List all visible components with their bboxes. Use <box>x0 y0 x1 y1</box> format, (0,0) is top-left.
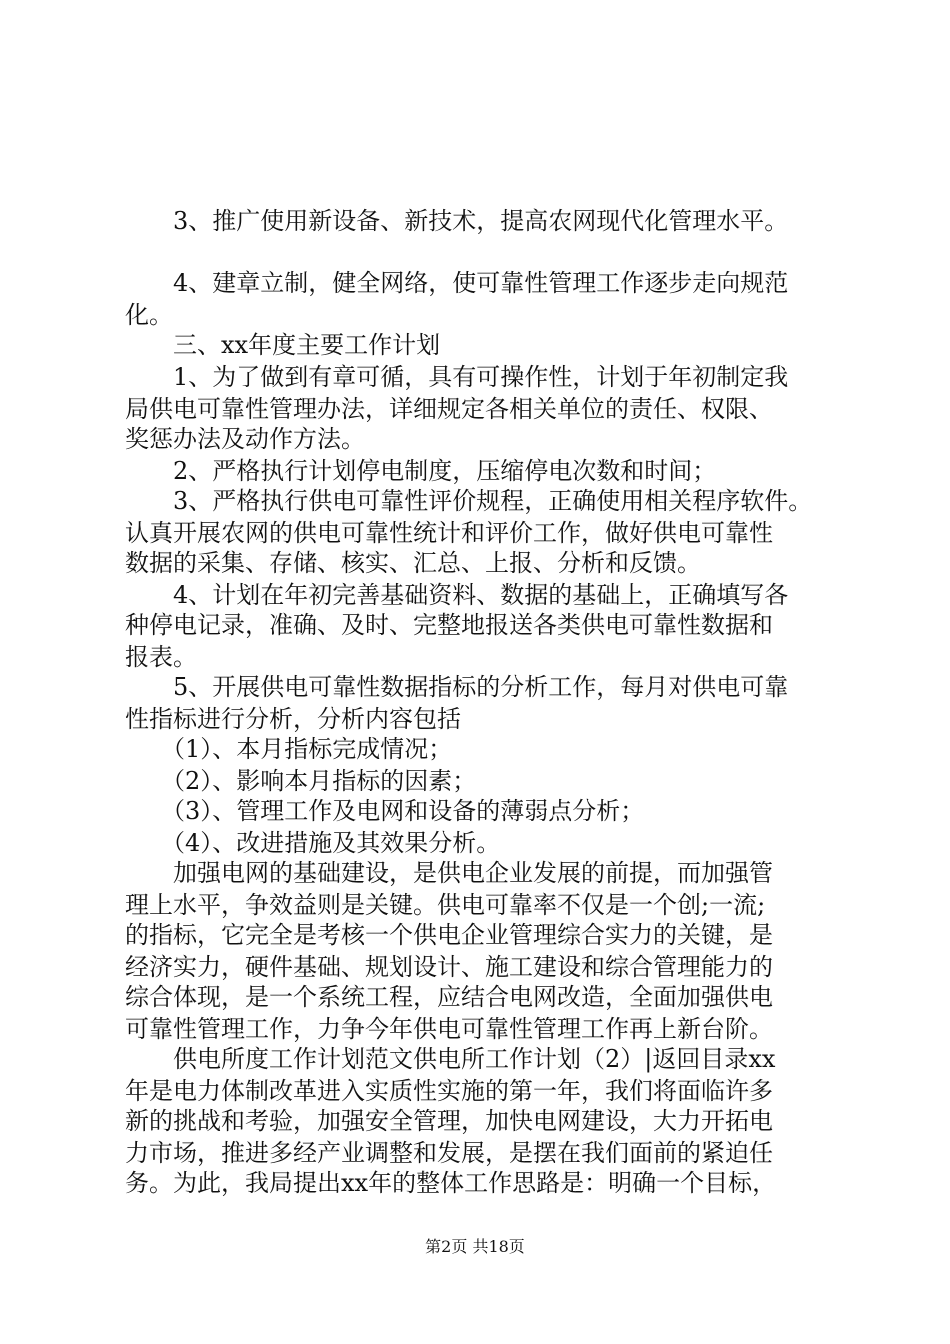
text-line-31: 务。为此，我局提出xx年的整体工作思路是：明确一个目标， <box>125 1169 777 1197</box>
text-line-30: 力市场，推进多经产业调整和发展，是摆在我们面前的紧迫任 <box>125 1139 773 1167</box>
text-line-22: 理上水平，争效益则是关键。供电可靠率不仅是一个创;一流; <box>125 891 766 919</box>
text-line-26: 可靠性管理工作，力争今年供电可靠性管理工作再上新台阶。 <box>125 1015 773 1043</box>
text-line-24: 经济实力，硬件基础、规划设计、施工建设和综合管理能力的 <box>125 953 773 981</box>
text-line-5: 1、为了做到有章可循，具有可操作性，计划于年初制定我 <box>125 363 789 391</box>
list-item-4: （4）、改进措施及其效果分析。 <box>125 829 501 857</box>
text-line-13: 种停电记录，准确、及时、完整地报送各类供电可靠性数据和 <box>125 611 773 639</box>
text-line-11: 数据的采集、存储、核实、汇总、上报、分析和反馈。 <box>125 549 701 577</box>
text-line-27: 供电所度工作计划范文供电所工作计划（2）|返回目录xx <box>125 1045 776 1073</box>
text-line-7: 奖惩办法及动作方法。 <box>125 425 365 453</box>
page-number-footer: 第2页 共18页 <box>425 1237 525 1256</box>
text-line-16: 性指标进行分析，分析内容包括 <box>125 705 461 733</box>
text-line-1: 3、推广使用新设备、新技术，提高农网现代化管理水平。 <box>125 207 789 235</box>
text-line-23: 的指标，它完全是考核一个供电企业管理综合实力的关键，是 <box>125 921 773 949</box>
list-item-2: （2）、影响本月指标的因素； <box>125 767 477 795</box>
text-line-6: 局供电可靠性管理办法，详细规定各相关单位的责任、权限、 <box>125 395 773 423</box>
text-line-15: 5、开展供电可靠性数据指标的分析工作，每月对供电可靠 <box>125 673 789 701</box>
text-line-3: 化。 <box>125 301 173 329</box>
text-line-12: 4、计划在年初完善基础资料、数据的基础上，正确填写各 <box>125 581 789 609</box>
text-line-25: 综合体现，是一个系统工程，应结合电网改造，全面加强供电 <box>125 983 773 1011</box>
text-line-28: 年是电力体制改革进入实质性实施的第一年，我们将面临许多 <box>125 1077 773 1105</box>
text-line-9: 3、严格执行供电可靠性评价规程，正确使用相关程序软件。 <box>125 487 813 515</box>
text-line-2: 4、建章立制，健全网络，使可靠性管理工作逐步走向规范 <box>125 269 789 297</box>
text-line-10: 认真开展农网的供电可靠性统计和评价工作，做好供电可靠性 <box>125 519 773 547</box>
text-line-29: 新的挑战和考验，加强安全管理，加快电网建设，大力开拓电 <box>125 1107 773 1135</box>
section-heading: 三、xx年度主要工作计划 <box>125 331 441 359</box>
list-item-3: （3）、管理工作及电网和设备的薄弱点分析； <box>125 797 645 825</box>
list-item-1: （1）、本月指标完成情况； <box>125 735 453 763</box>
text-line-8: 2、严格执行计划停电制度，压缩停电次数和时间； <box>125 457 717 485</box>
text-line-14: 报表。 <box>125 643 197 671</box>
text-line-21: 加强电网的基础建设，是供电企业发展的前提，而加强管 <box>125 859 773 887</box>
